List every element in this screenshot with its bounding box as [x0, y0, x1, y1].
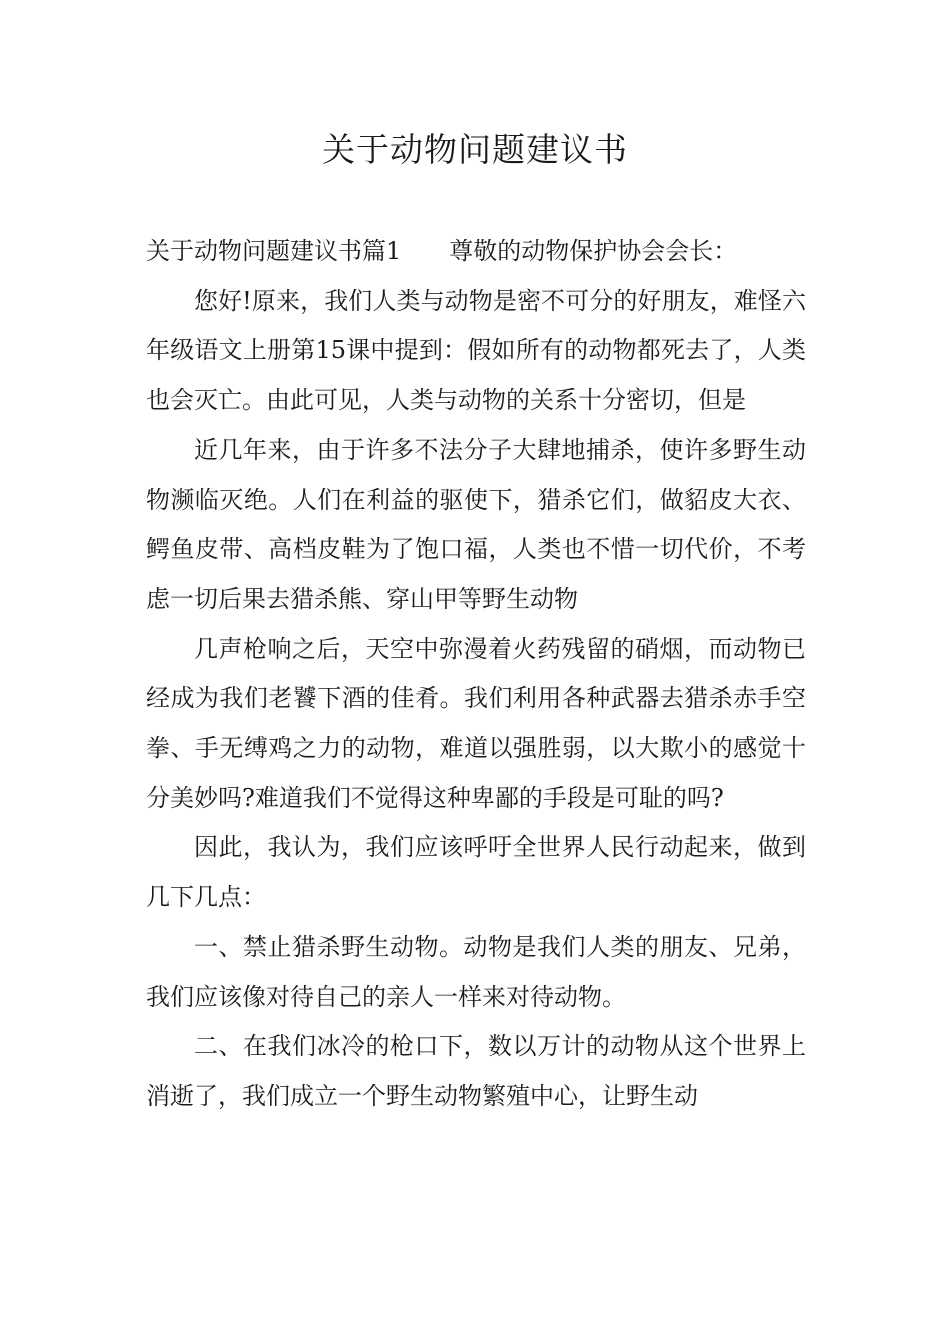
intro-line	[146, 227, 806, 277]
salutation: 尊敬的动物保护协会会长：	[449, 237, 738, 265]
paragraph: 因此，我认为，我们应该呼吁全世界人民行动起来，做到几下几点：	[146, 833, 806, 912]
heading-label: 关于动物问题建议书篇1	[146, 237, 402, 265]
paragraph: 一、禁止猎杀野生动物。动物是我们人类的朋友、兄弟，我们应该像对待自己的亲人一样来对待动物。	[146, 932, 806, 1011]
document-title: 关于动物问题建议书	[322, 130, 628, 169]
paragraph: 二、在我们冰冷的枪口下，数以万计的动物从这个世界上消逝了，我们成立一个野生动物繁殖中心，让野生动	[146, 1032, 806, 1110]
paragraph: 您好!原来，我们人类与动物是密不可分的好朋友，难怪六年级语文上册第15课中提到：假如所有的动物都死去了，人类也会灭亡。由此可见，人类与动物的关系十分密切，但是	[146, 286, 806, 415]
document-body	[146, 227, 806, 1122]
paragraph: 近几年来，由于许多不法分子大肆地捕杀，使许多野生动物濒临灭绝。人们在利益的驱使下，猎杀它们，做貂皮大衣、鳄鱼皮带、高档皮鞋为了饱口福，人类也不惜一切代价，不考虑一切后果去猎杀熊、穿山甲等野生动物	[146, 435, 806, 613]
paragraph: 几声枪响之后，天空中弥漫着火药残留的硝烟，而动物已经成为我们老饕下酒的佳肴。我们利用各种武器去猎杀赤手空拳、手无缚鸡之力的动物，难道以强胜弱，以大欺小的感觉十分美妙吗?难道我们不觉得这种卑鄙的手段是可耻的吗?	[146, 634, 806, 812]
